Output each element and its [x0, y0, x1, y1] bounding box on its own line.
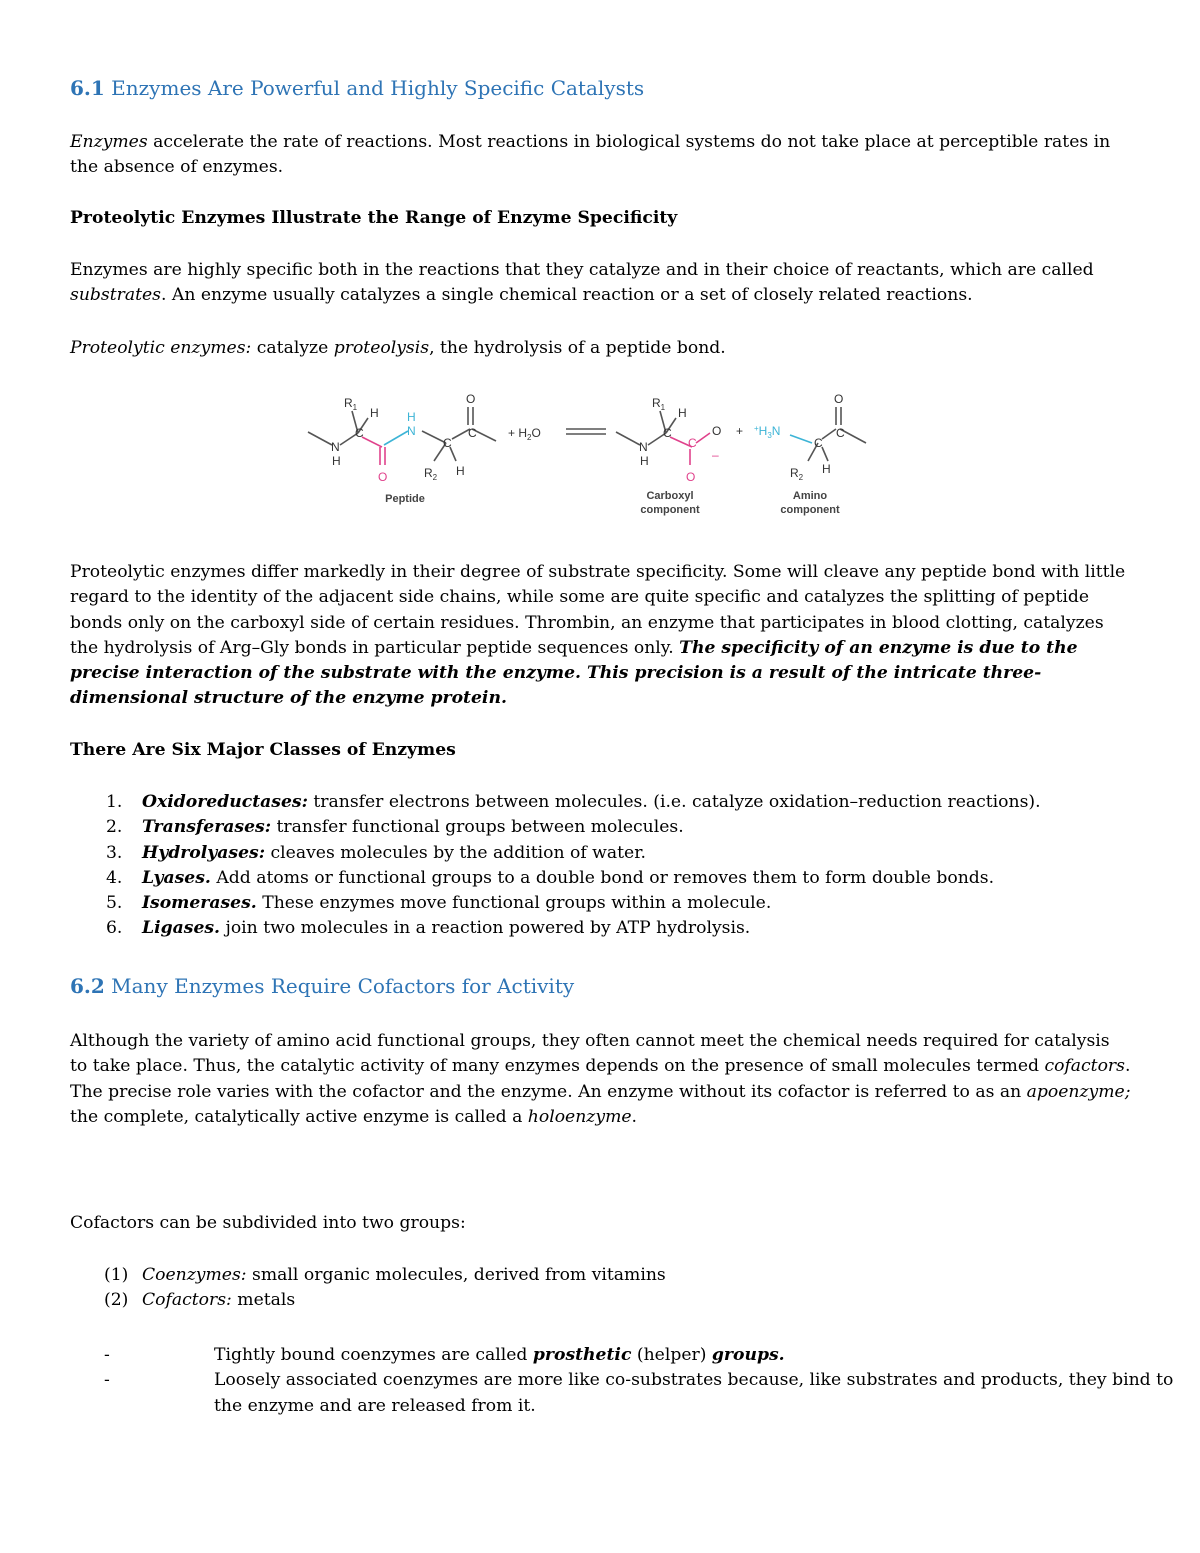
peptide-hydrolysis-figure	[300, 385, 880, 525]
text-run: , the hydrolysis of a peptide bond.	[429, 338, 726, 358]
section-heading-6-1	[70, 75, 1132, 101]
list-item	[70, 1368, 1174, 1419]
term-prosthetic: prosthetic	[532, 1345, 632, 1365]
label-r2: $R_2$	[790, 466, 804, 482]
list-number: 1.	[106, 792, 123, 812]
group-term: Cofactors:	[142, 1290, 232, 1311]
label-h: H	[456, 464, 465, 478]
class-term: Oxidoreductases:	[142, 792, 308, 812]
text-run: Although the variety of amino acid functional groups, they often cannot meet the chemical needs required for catalysis to take place. Thus, the catalytic activity of many enzymes depends on the presence of small molecules termed	[70, 1031, 1110, 1077]
label-plus: +	[736, 424, 744, 438]
cofactor-groups-list	[70, 1263, 1132, 1314]
text-run: catalyze	[251, 338, 334, 358]
intro-term: Enzymes	[70, 132, 148, 152]
label-c: C	[468, 426, 477, 440]
class-desc: Add atoms or functional groups to a double bond or removes them to form double bonds.	[210, 867, 995, 888]
label-n: N	[407, 424, 416, 438]
label-plus-water: + $H_2O$	[508, 426, 541, 442]
text-run: .	[631, 1106, 638, 1127]
text-run: the complete, catalytically active enzyme is called a	[70, 1106, 528, 1127]
label-r1: $R_1$	[344, 396, 358, 412]
text-run: . The precise role varies with the cofactor and the enzyme. An enzyme without its cofactor is referred to as an	[70, 1056, 1131, 1102]
text-run: Enzymes are highly specific both in the reactions that they catalyze and in their choice of reactants, which are called	[70, 260, 1094, 280]
enzyme-classes-list	[70, 790, 1132, 942]
class-desc: transfer functional groups between molecules.	[271, 817, 684, 838]
group-desc: small organic molecules, derived from vitamins	[246, 1265, 666, 1285]
class-term: Isomerases.	[142, 893, 257, 914]
bullet-dash: -	[104, 1370, 110, 1391]
label-h3n: $^+H_3N$	[754, 424, 781, 440]
bond-lines	[308, 407, 866, 465]
emphasis-run: The specificity of an enzyme is due to the precise interaction of the substrate with the enzyme. This precision is a result of the intricate three-dimensional structure of the enzyme protein.	[70, 637, 1078, 709]
list-item	[70, 866, 1132, 891]
caption-amino: Amino	[792, 490, 828, 502]
label-h: H	[640, 454, 649, 468]
coenzyme-notes-list	[70, 1343, 1174, 1419]
group-term: Coenzymes:	[142, 1265, 247, 1285]
subheading-proteolytic: Proteolytic Enzymes Illustrate the Range of Enzyme Specificity	[70, 208, 678, 228]
atom-labels	[331, 392, 845, 484]
label-n: N	[331, 440, 340, 454]
list-item	[70, 916, 1132, 941]
label-c: C	[814, 436, 823, 450]
class-desc: These enzymes move functional groups within a molecule.	[256, 893, 772, 914]
list-number: 4.	[106, 867, 123, 888]
label-r1: $R_1$	[652, 396, 666, 412]
caption-carboxyl: Carboxyl	[646, 490, 694, 502]
text-run: Proteolytic enzymes differ markedly in their degree of substrate specificity. Some will cleave any peptide bond with little regard to the identity of the adjacent side chains, while some are quite specific and catalyzes the splitting of peptide bonds only on the carboxyl side of certain residues. Thrombin, an enzyme that participates in blood clotting, catalyzes the hydrolysis of Arg–Gly bonds in particular peptide sequences only.	[70, 562, 1126, 658]
class-term: Ligases.	[142, 918, 221, 939]
label-minus: –	[712, 448, 719, 462]
label-c: C	[836, 426, 845, 440]
caption-amino-component: component	[780, 504, 840, 516]
text-run: . An enzyme usually catalyzes a single chemical reaction or a set of closely related reactions.	[160, 285, 973, 306]
list-item	[70, 891, 1132, 916]
label-n: N	[639, 440, 648, 454]
section-title: Enzymes Are Powerful and Highly Specific Catalysts	[111, 76, 645, 100]
list-number: (1)	[104, 1265, 129, 1285]
label-h: H	[678, 406, 687, 420]
bullet-text: Loosely associated coenzymes are more like co-substrates because, like substrates and products, they bind to the enzyme and are released from it.	[214, 1370, 1174, 1416]
label-o: O	[466, 392, 476, 406]
term-proteolytic-enzymes: Proteolytic enzymes:	[70, 338, 252, 358]
list-item	[70, 790, 1132, 815]
label-c: C	[688, 436, 697, 450]
label-h: H	[822, 462, 831, 476]
list-number: 3.	[106, 842, 123, 863]
term-proteolysis: proteolysis	[333, 338, 430, 358]
groups-intro: Cofactors can be subdivided into two groups:	[70, 1213, 466, 1233]
subheading-classes: There Are Six Major Classes of Enzymes	[70, 740, 456, 760]
list-item	[70, 841, 1132, 866]
list-number: 6.	[106, 918, 123, 939]
class-desc: join two molecules in a reaction powered by ATP hydrolysis.	[220, 918, 751, 939]
section-number: 6.1	[70, 76, 105, 100]
text-run: (helper)	[631, 1345, 712, 1365]
cofactor-paragraph	[70, 1029, 1132, 1130]
list-item	[70, 815, 1132, 840]
figure-captions	[385, 490, 840, 516]
specificity-paragraph	[70, 258, 1132, 309]
label-h: H	[407, 410, 416, 424]
list-item	[70, 1288, 1132, 1313]
label-r2: $R_2$	[424, 466, 438, 482]
class-term: Hydrolyases:	[142, 842, 266, 863]
class-desc: transfer electrons between molecules. (i.e. catalyze oxidation–reduction reactions).	[307, 792, 1041, 812]
label-o: O	[712, 424, 722, 438]
group-desc: metals	[231, 1290, 296, 1311]
label-c: C	[355, 426, 364, 440]
list-item	[70, 1343, 1132, 1368]
section-number: 6.2	[70, 974, 105, 998]
label-h: H	[370, 406, 379, 420]
intro-paragraph	[70, 130, 1132, 181]
term-cofactors: cofactors	[1044, 1056, 1125, 1077]
label-c: C	[443, 436, 452, 450]
section-title: Many Enzymes Require Cofactors for Activity	[111, 974, 575, 998]
label-o: O	[378, 470, 388, 484]
class-term: Transferases:	[142, 817, 272, 838]
intro-text: accelerate the rate of reactions. Most reactions in biological systems do not take place at perceptible rates in the absence of enzymes.	[70, 132, 1111, 178]
section-heading-6-2	[70, 973, 1132, 999]
proteolytic-definition	[70, 336, 1132, 361]
term-groups: groups.	[711, 1345, 785, 1365]
list-number: (2)	[104, 1290, 129, 1311]
specificity-discussion	[70, 560, 1132, 712]
term-holoenzyme: holoenzyme	[527, 1106, 632, 1127]
caption-carboxyl-component: component	[640, 504, 700, 516]
list-number: 2.	[106, 817, 123, 838]
bullet-dash: -	[104, 1345, 110, 1365]
label-c: C	[663, 426, 672, 440]
text-run: Tightly bound coenzymes are called	[214, 1345, 533, 1365]
caption-peptide: Peptide	[385, 493, 425, 505]
label-o: O	[834, 392, 844, 406]
list-item	[70, 1263, 1132, 1288]
class-desc: cleaves molecules by the addition of water.	[265, 842, 647, 863]
class-term: Lyases.	[142, 867, 211, 888]
label-h: H	[332, 454, 341, 468]
term-substrates: substrates	[70, 285, 161, 306]
term-apoenzyme: apoenzyme;	[1026, 1081, 1131, 1102]
label-o: O	[686, 470, 696, 484]
list-number: 5.	[106, 893, 123, 914]
